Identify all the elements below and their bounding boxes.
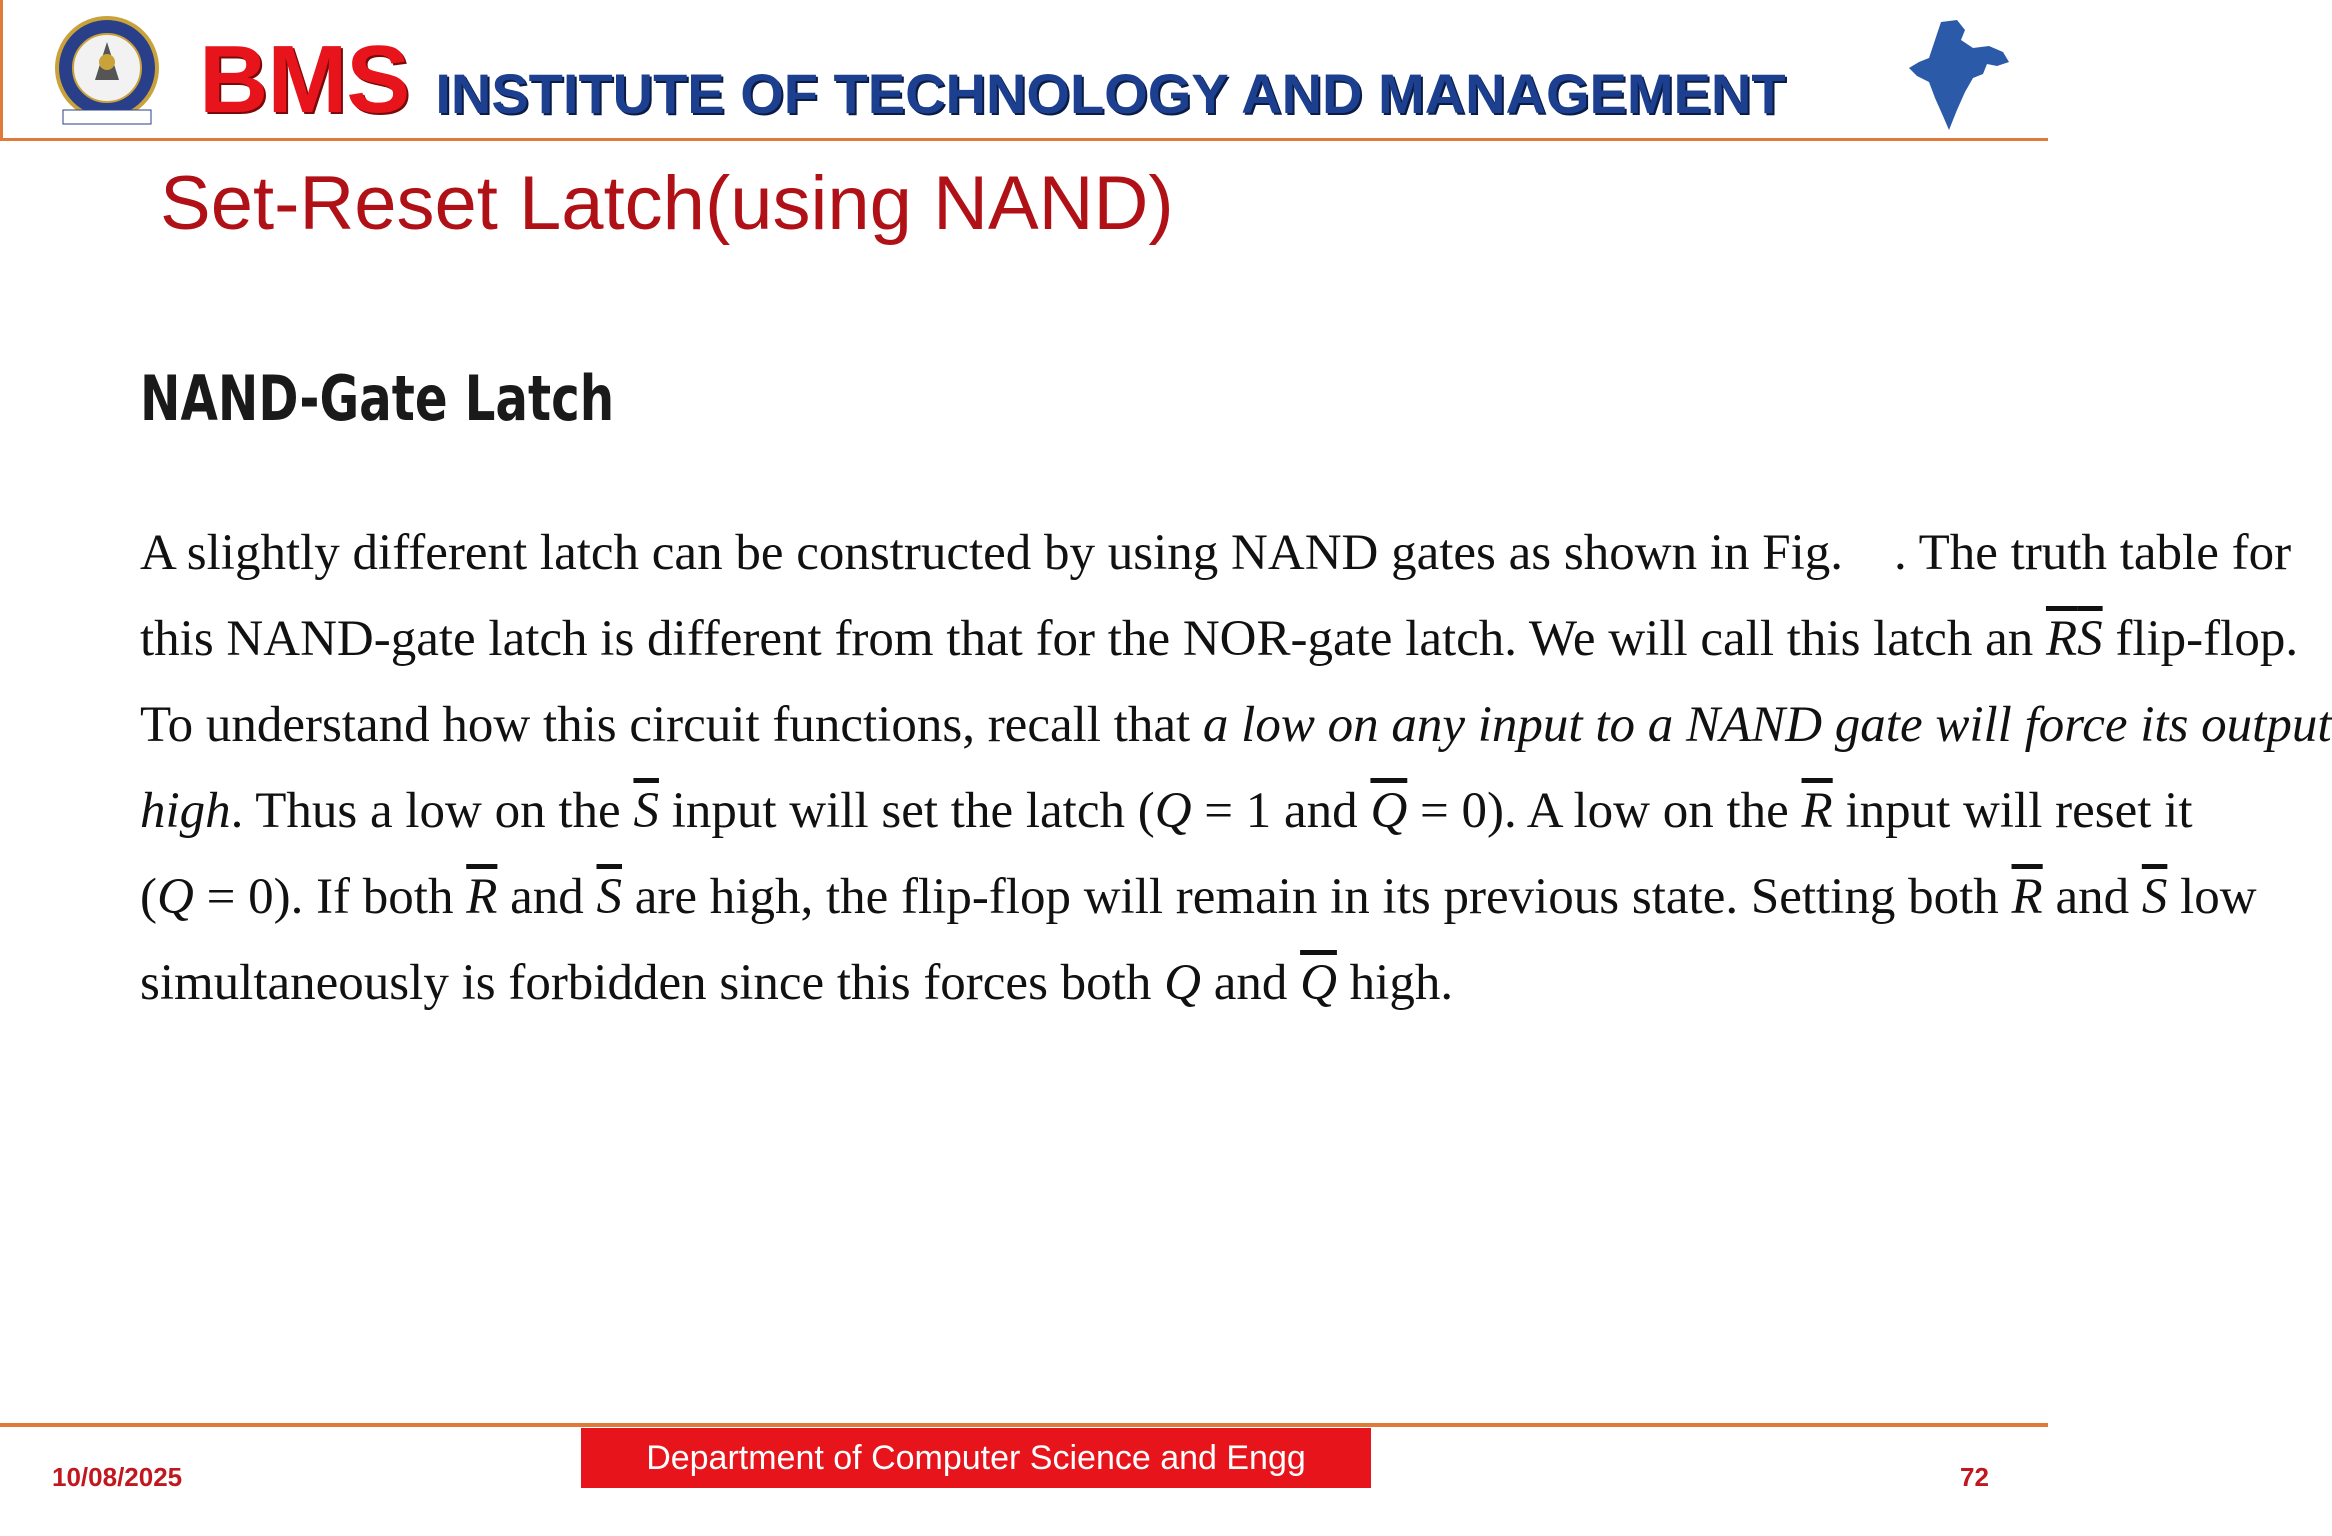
text-run: low	[2180, 869, 2257, 925]
text-run: = 0). A low on the	[1420, 783, 1789, 839]
text-run: input will reset it	[1845, 783, 2193, 839]
q-bar-symbol: $\overline{Q}$	[1370, 783, 1408, 839]
italic-run: high	[140, 783, 231, 839]
text-run: flip-flop.	[2115, 611, 2299, 667]
text-run: and	[2055, 869, 2130, 925]
text-run: and	[1213, 955, 1288, 1011]
page-number: 72	[1960, 1462, 1989, 1492]
s-bar-symbol: $\overline{S}$	[633, 783, 659, 839]
text-run: this NAND-gate latch is different from that for the NOR-gate latch. We will call this latch an	[140, 611, 2034, 667]
india-map-icon	[1903, 18, 2013, 134]
text-run: A slightly different latch can be constructed by using NAND gates as shown in Fig.	[140, 525, 1844, 581]
body-line-1	[140, 510, 2292, 596]
body-paragraph	[140, 510, 2332, 1026]
header-divider	[0, 138, 2048, 141]
s-bar-symbol: $\overline{S}$	[2141, 869, 2168, 925]
q-symbol: Q	[156, 869, 194, 925]
r-bar-symbol: $\overline{R}$	[2011, 869, 2043, 925]
text-run: (	[140, 869, 157, 925]
brand-full-name: INSTITUTE OF TECHNOLOGY AND MANAGEMENT	[435, 62, 1786, 125]
footer-divider	[0, 1423, 2048, 1427]
s-bar-symbol: $\overline{S}$	[2077, 611, 2103, 667]
text-run: input will set the latch (	[671, 783, 1155, 839]
body-line-4	[140, 768, 2193, 854]
slide-header	[0, 0, 2048, 140]
text-run: To understand how this circuit functions, recall that	[140, 697, 1191, 753]
text-run: . Thus a low on the	[230, 783, 621, 839]
institute-logo-icon	[43, 14, 171, 126]
department-banner: Department of Computer Science and Engg	[581, 1428, 1371, 1488]
text-run: = 1 and	[1204, 783, 1358, 839]
q-symbol: Q	[1164, 955, 1201, 1011]
r-bar-symbol: $\overline{R}$	[2045, 611, 2078, 667]
institute-name	[199, 8, 1786, 133]
body-line-6	[140, 940, 1960, 1026]
brand-bms-text: BMS	[199, 26, 410, 133]
italic-run: a low on any input to a NAND gate will force its output	[1202, 697, 2332, 753]
s-bar-symbol: $\overline{S}$	[596, 869, 623, 925]
text-run: and	[510, 869, 584, 925]
text-run: . The truth table for	[1894, 525, 2292, 581]
body-line-5	[140, 854, 2257, 940]
footer-date: 10/08/2025	[52, 1462, 183, 1492]
r-bar-symbol: $\overline{R}$	[466, 869, 498, 925]
text-run: high.	[1349, 955, 1454, 1011]
text-run: simultaneously is forbidden since this forces both	[140, 955, 1152, 1011]
body-line-2	[140, 596, 2299, 682]
body-line-3	[140, 682, 2332, 768]
q-symbol: Q	[1154, 783, 1192, 839]
section-heading: NAND-Gate Latch	[140, 362, 615, 435]
text-run: = 0). If both	[206, 869, 454, 925]
q-bar-symbol: $\overline{Q}$	[1300, 955, 1337, 1011]
text-run: are high, the flip-flop will remain in its previous state. Setting both	[634, 869, 1999, 925]
r-bar-symbol: $\overline{R}$	[1801, 783, 1833, 839]
slide-title: Set-Reset Latch(using NAND)	[160, 161, 1174, 246]
